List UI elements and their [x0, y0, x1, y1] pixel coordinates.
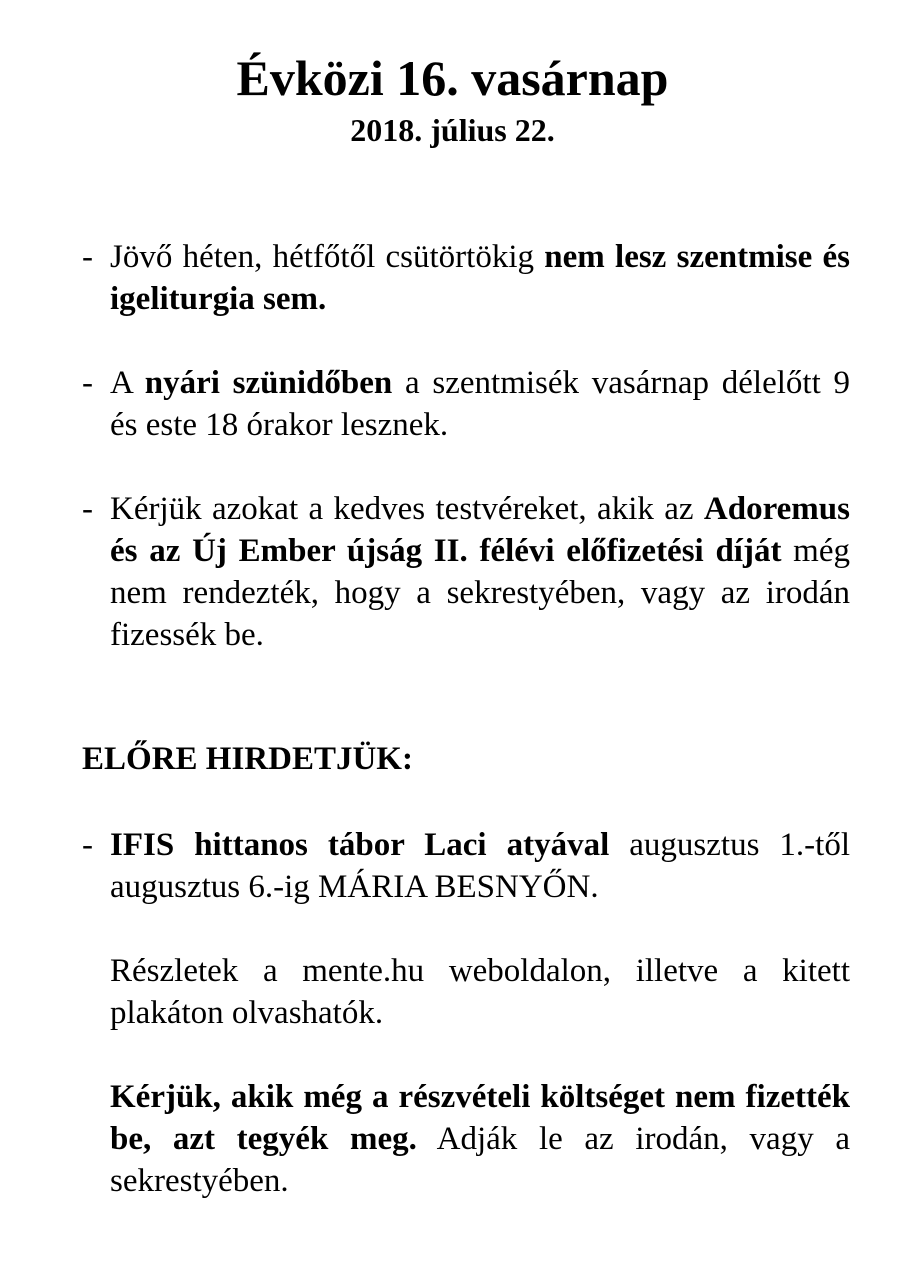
- camp-text-segment: augusztus 1.-től augusztus 6.-ig MÁRIA BESNYŐN.: [110, 827, 850, 905]
- announcement-bold-segment: nem lesz szentmise és igeliturgia sem.: [110, 239, 850, 317]
- camp-text: [110, 824, 850, 908]
- announcement-text-segment: még nem rendezték, hogy a sekrestyében, vagy az irodán fizessék be.: [110, 533, 850, 653]
- payment-bold-segment: Kérjük, akik még a részvételi költséget nem fizették be, azt tegyék meg.: [110, 1079, 850, 1157]
- list-dash: -: [82, 365, 93, 401]
- announcement-item: [82, 236, 850, 320]
- announcement-text: [110, 488, 850, 656]
- announcement-bold-segment: nyári szünidőben: [144, 365, 393, 401]
- announcement-text-segment: A: [110, 365, 145, 401]
- payment-paragraph: [110, 1076, 850, 1202]
- announcement-text-segment: Jövő héten, hétfőtől csütörtökig: [110, 239, 545, 275]
- details-paragraph: Részletek a mente.hu weboldalon, illetve a kitett plakáton olvashatók.: [110, 953, 850, 1031]
- announcement-text-segment: Kérjük azokat a kedves testvéreket, akik az: [110, 491, 704, 527]
- list-dash: -: [82, 491, 93, 527]
- announcement-text-segment: a szentmisék vasárnap délelőtt 9 és este 18 órakor lesznek.: [110, 365, 850, 443]
- list-dash: -: [82, 827, 93, 863]
- announcement-text: [110, 236, 850, 320]
- advance-notice-heading: ELŐRE HIRDETJÜK:: [82, 741, 413, 777]
- announcement-text: [110, 362, 850, 446]
- announcement-item: [82, 362, 850, 446]
- announcement-item: [82, 488, 850, 656]
- camp-announcement: [82, 824, 850, 908]
- camp-bold-segment: IFIS hittanos tábor Laci atyával: [110, 827, 610, 863]
- payment-text-segment: Adják le az irodán, vagy a sekrestyében.: [110, 1121, 850, 1199]
- page-title: Évközi 16. vasárnap: [236, 50, 669, 106]
- page-date: 2018. július 22.: [350, 112, 555, 148]
- list-dash: -: [82, 239, 93, 275]
- announcement-bold-segment: Adoremus és az Új Ember újság II. félévi előfizetési díját: [110, 491, 850, 569]
